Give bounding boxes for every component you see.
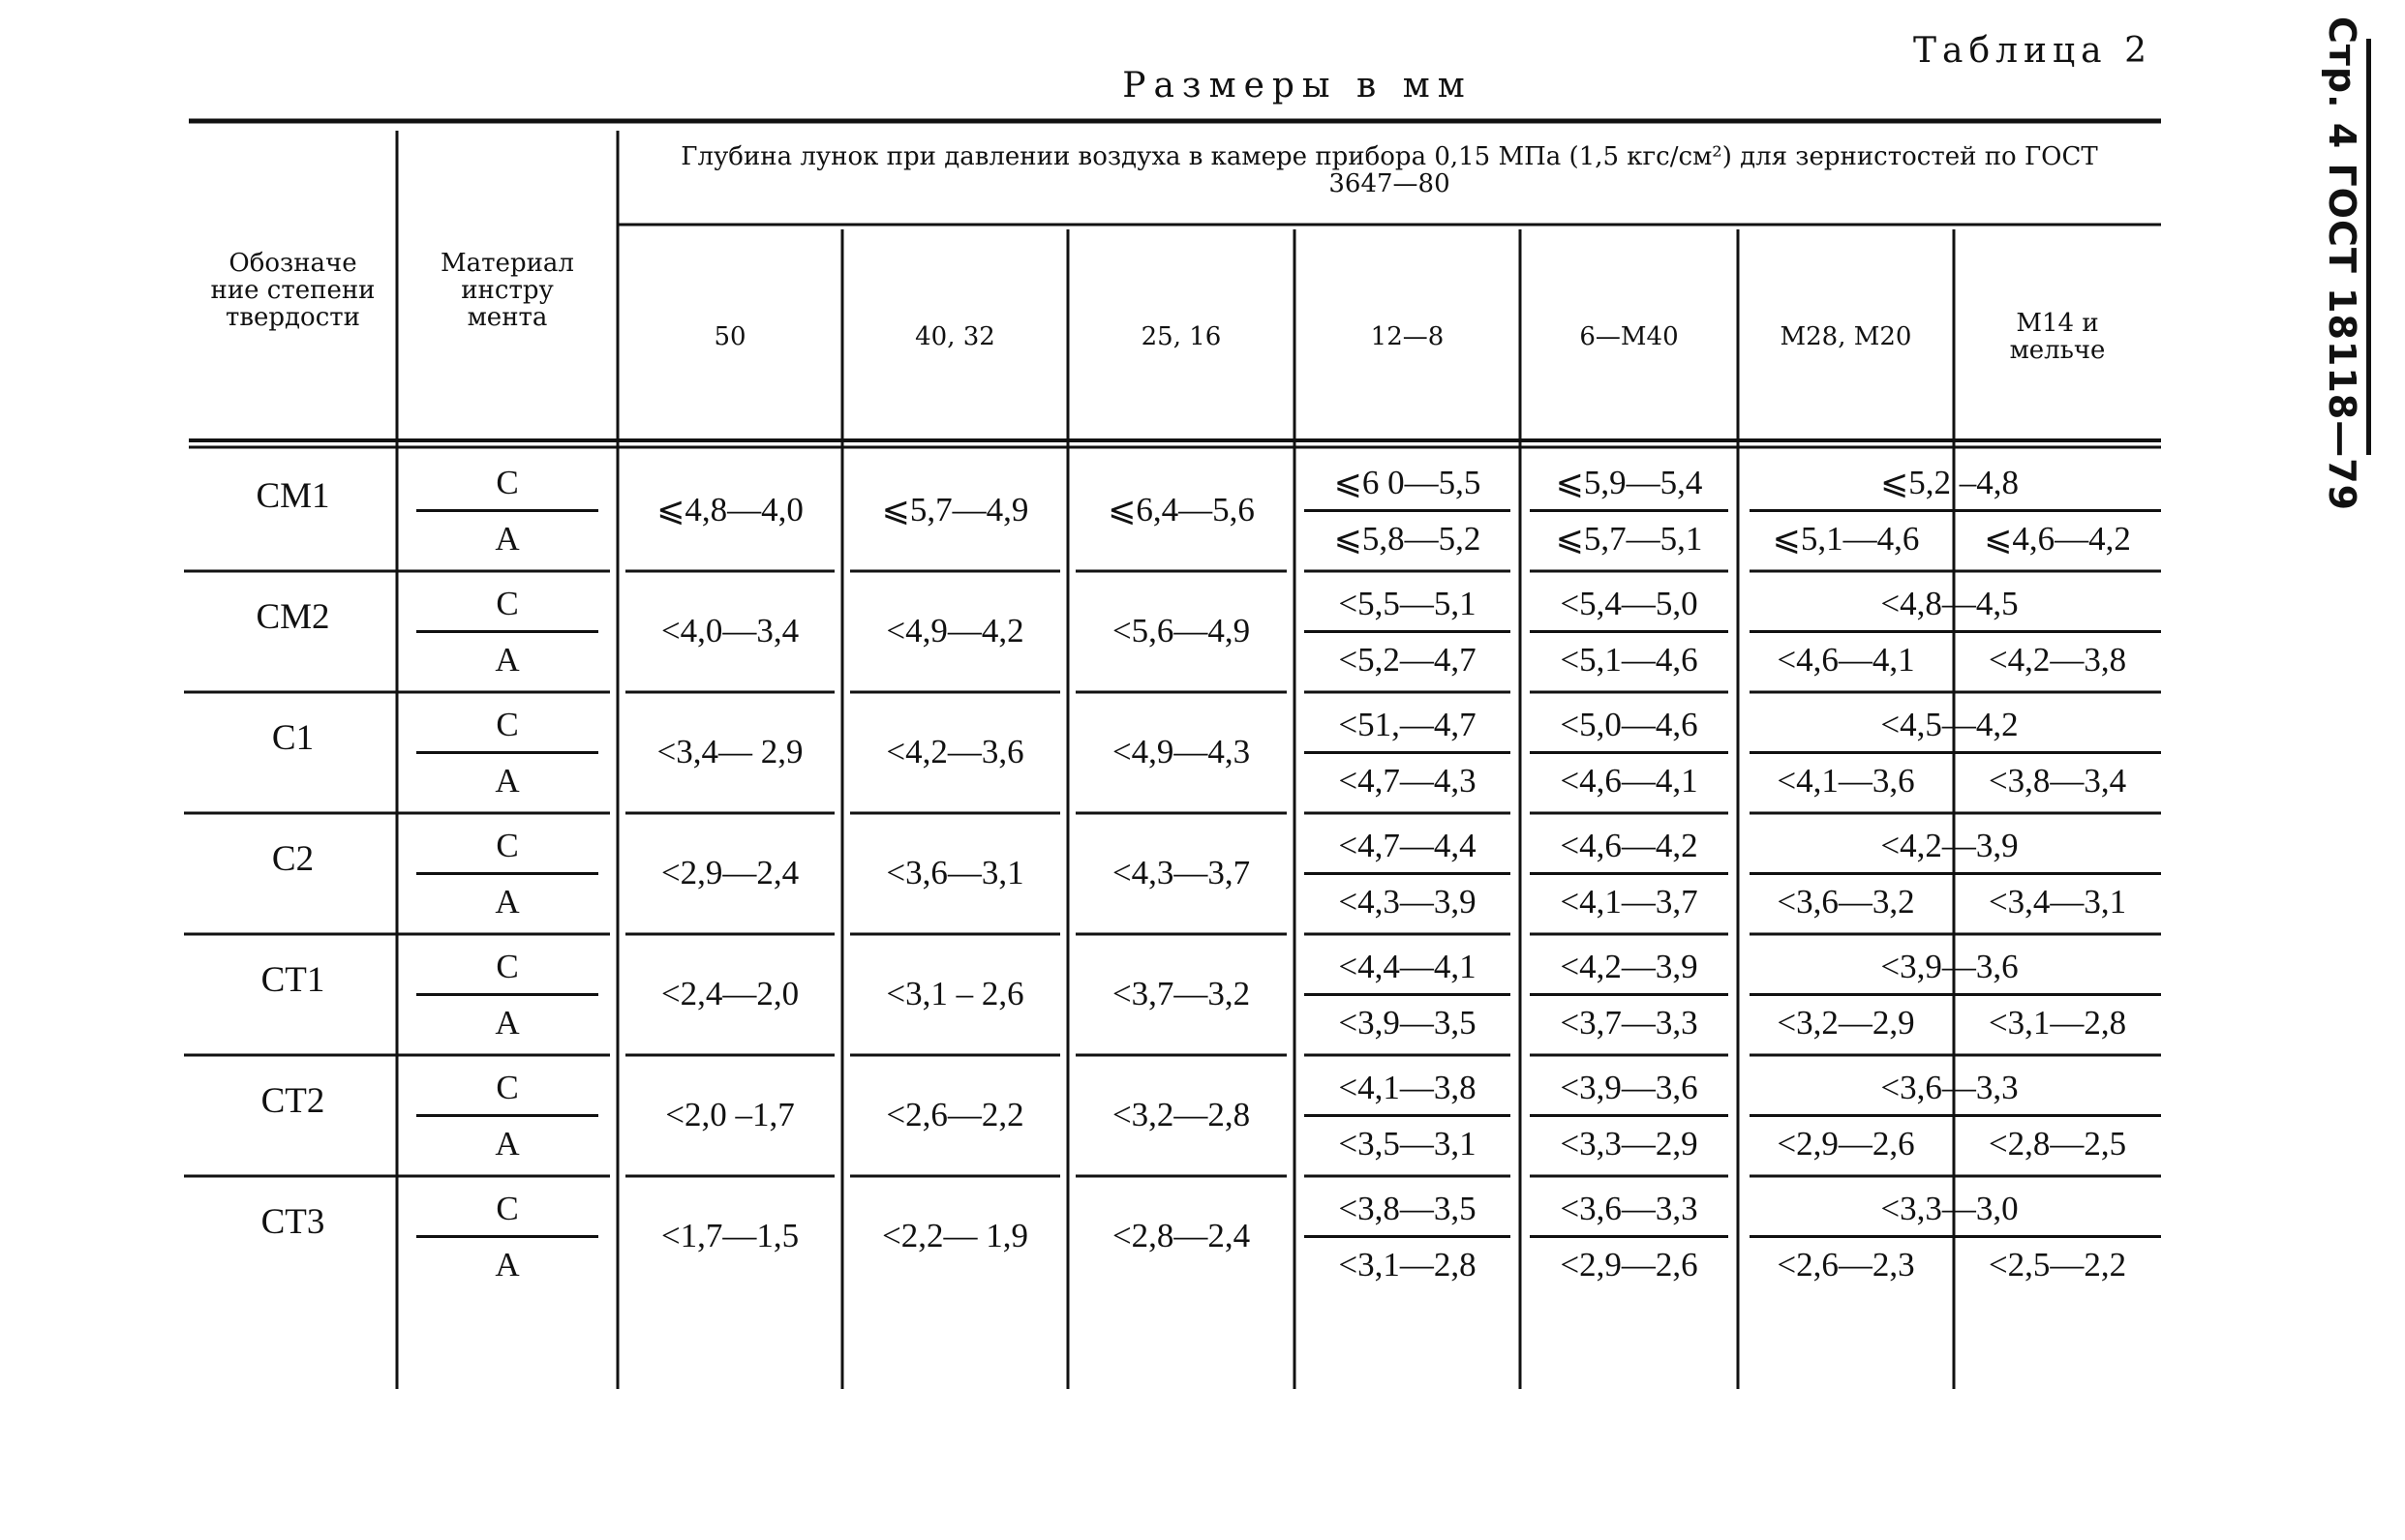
grit-header: 25, 16 bbox=[1141, 322, 1222, 351]
depth-value-merged: <4,5—4,2 bbox=[1880, 706, 2019, 743]
depth-value-merged: <4,8—4,5 bbox=[1880, 585, 2019, 622]
depth-value: <3,1 – 2,6 bbox=[886, 974, 1024, 1012]
depth-value: <3,9—3,6 bbox=[1560, 1069, 1698, 1106]
depth-value: <5,1—4,6 bbox=[1560, 640, 1698, 679]
depth-value: <3,4—3,1 bbox=[1988, 882, 2127, 921]
hardness-column-header: Обозначе ние степени твердости bbox=[210, 249, 376, 332]
depth-value: <4,9—4,2 bbox=[886, 611, 1024, 649]
material-label: С bbox=[496, 948, 519, 985]
hardness-code: СТ2 bbox=[260, 1080, 325, 1121]
depth-value: <3,1—2,8 bbox=[1988, 1003, 2127, 1042]
depth-value: ⩽4,6—4,2 bbox=[1984, 519, 2131, 558]
material-label: А bbox=[495, 761, 520, 800]
grit-header: М14 и мельче bbox=[2009, 309, 2106, 365]
depth-value: <4,2—3,8 bbox=[1988, 640, 2127, 679]
depth-value: <3,6—3,1 bbox=[886, 853, 1024, 891]
grit-header: 6—М40 bbox=[1579, 322, 1679, 351]
depth-value: <3,3—2,9 bbox=[1560, 1124, 1698, 1163]
material-label: С bbox=[496, 827, 519, 864]
depth-value: <5,2—4,7 bbox=[1338, 640, 1476, 679]
material-label: А bbox=[495, 519, 520, 558]
depth-value: <4,0—3,4 bbox=[660, 611, 800, 649]
units-note: Размеры в мм bbox=[1122, 66, 1473, 106]
material-label: С bbox=[496, 585, 519, 622]
grit-header: 50 bbox=[714, 322, 746, 351]
depth-value: <2,9—2,6 bbox=[1777, 1124, 1915, 1163]
depth-value: <3,5—3,1 bbox=[1338, 1124, 1476, 1163]
hardness-code: СМ1 bbox=[256, 475, 330, 516]
depth-value: <4,1—3,6 bbox=[1777, 761, 1915, 800]
depth-value: <1,7—1,5 bbox=[660, 1216, 800, 1254]
hardness-code: СМ2 bbox=[256, 596, 330, 637]
depth-value: <2,8—2,5 bbox=[1988, 1124, 2127, 1163]
material-label: А bbox=[495, 1124, 520, 1163]
depth-value: <2,6—2,3 bbox=[1777, 1245, 1915, 1283]
depth-value: ⩽6 0—5,5 bbox=[1333, 464, 1481, 501]
depth-value: ⩽5,8—5,2 bbox=[1333, 519, 1481, 558]
grit-header: 12—8 bbox=[1370, 322, 1445, 351]
depth-value: <3,2—2,9 bbox=[1777, 1003, 1915, 1042]
material-label: С bbox=[496, 1069, 519, 1106]
material-label: А bbox=[495, 1003, 520, 1042]
depth-value: <4,4—4,1 bbox=[1338, 948, 1476, 985]
depth-value: <2,9—2,6 bbox=[1560, 1245, 1698, 1283]
depth-value: ⩽5,1—4,6 bbox=[1772, 519, 1920, 558]
depth-value: <3,7—3,2 bbox=[1111, 974, 1251, 1012]
depth-value: <3,9—3,5 bbox=[1338, 1003, 1476, 1042]
depth-value: <3,8—3,4 bbox=[1988, 761, 2127, 800]
depth-value: <2,9—2,4 bbox=[660, 853, 800, 891]
material-label: А bbox=[495, 640, 520, 679]
depth-value: <3,1—2,8 bbox=[1338, 1245, 1476, 1283]
depth-value: <2,2— 1,9 bbox=[882, 1216, 1028, 1254]
hardness-code: С2 bbox=[271, 838, 315, 879]
depth-value-merged: <4,2—3,9 bbox=[1880, 827, 2019, 864]
depth-value: <4,7—4,3 bbox=[1338, 761, 1476, 800]
table-caption: Таблица 2 bbox=[1913, 31, 2152, 71]
depth-value: <4,6—4,1 bbox=[1560, 761, 1698, 800]
depth-value: <4,7—4,4 bbox=[1338, 827, 1476, 864]
depth-value: <4,1—3,7 bbox=[1560, 882, 1698, 921]
depth-value: <3,4— 2,9 bbox=[656, 732, 804, 770]
depth-value: ⩽6,4—5,6 bbox=[1108, 490, 1255, 528]
depth-value: <3,6—3,2 bbox=[1777, 882, 1915, 921]
material-column-header: Материал инстру мента bbox=[441, 249, 574, 332]
depth-value: <4,9—4,3 bbox=[1111, 732, 1251, 770]
depth-value: <2,8—2,4 bbox=[1111, 1216, 1251, 1254]
depth-value-merged: <3,9—3,6 bbox=[1880, 948, 2019, 985]
depth-group-header: Глубина лунок при давлении воздуха в камере прибора 0,15 МПа (1,5 кгс/см²) для зернистостей по ГОСТ 3647—80 bbox=[681, 142, 2098, 198]
depth-value: <51,—4,7 bbox=[1338, 706, 1476, 743]
depth-value: <4,6—4,1 bbox=[1777, 640, 1915, 679]
depth-value: <4,3—3,9 bbox=[1338, 882, 1476, 921]
depth-value: ⩽5,9—5,4 bbox=[1555, 464, 1703, 501]
depth-value: <5,0—4,6 bbox=[1560, 706, 1698, 743]
material-label: С bbox=[496, 706, 519, 743]
material-label: А bbox=[495, 882, 520, 921]
depth-value-merged: <3,6—3,3 bbox=[1880, 1069, 2019, 1106]
depth-value: <4,3—3,7 bbox=[1111, 853, 1251, 891]
depth-value: <5,4—5,0 bbox=[1560, 585, 1698, 622]
depth-value: <3,7—3,3 bbox=[1560, 1003, 1698, 1042]
depth-value: <5,6—4,9 bbox=[1111, 611, 1251, 649]
depth-value: <3,6—3,3 bbox=[1560, 1190, 1698, 1227]
grit-header: М28, М20 bbox=[1780, 322, 1912, 351]
material-label: А bbox=[495, 1245, 520, 1283]
depth-value: <3,2—2,8 bbox=[1111, 1095, 1251, 1133]
depth-value: <4,2—3,6 bbox=[886, 732, 1024, 770]
depth-value: <4,6—4,2 bbox=[1560, 827, 1698, 864]
depth-value: <3,8—3,5 bbox=[1338, 1190, 1476, 1227]
depth-value: <2,5—2,2 bbox=[1988, 1245, 2127, 1283]
hardness-code: СТ1 bbox=[260, 959, 325, 1000]
depth-value-merged: <3,3—3,0 bbox=[1880, 1190, 2019, 1227]
depth-value-merged: ⩽5,2 –4,8 bbox=[1879, 464, 2020, 501]
depth-value: <2,0 –1,7 bbox=[665, 1095, 795, 1133]
hardness-code: СТ3 bbox=[260, 1201, 325, 1242]
depth-value: ⩽5,7—5,1 bbox=[1555, 519, 1703, 558]
depth-value: ⩽5,7—4,9 bbox=[881, 490, 1029, 528]
material-label: С bbox=[496, 1190, 519, 1227]
hardness-code: С1 bbox=[271, 717, 315, 758]
depth-value: <5,5—5,1 bbox=[1338, 585, 1476, 622]
depth-value: <2,4—2,0 bbox=[660, 974, 800, 1012]
depth-value: <4,1—3,8 bbox=[1338, 1069, 1476, 1106]
material-label: С bbox=[496, 464, 519, 501]
depth-value: <2,6—2,2 bbox=[886, 1095, 1024, 1133]
depth-value: ⩽4,8—4,0 bbox=[656, 490, 804, 528]
page-number-label: Стр. 4 ГОСТ 18118—79 bbox=[2321, 16, 2363, 512]
depth-value: <4,2—3,9 bbox=[1560, 948, 1698, 985]
grit-header: 40, 32 bbox=[915, 322, 995, 351]
